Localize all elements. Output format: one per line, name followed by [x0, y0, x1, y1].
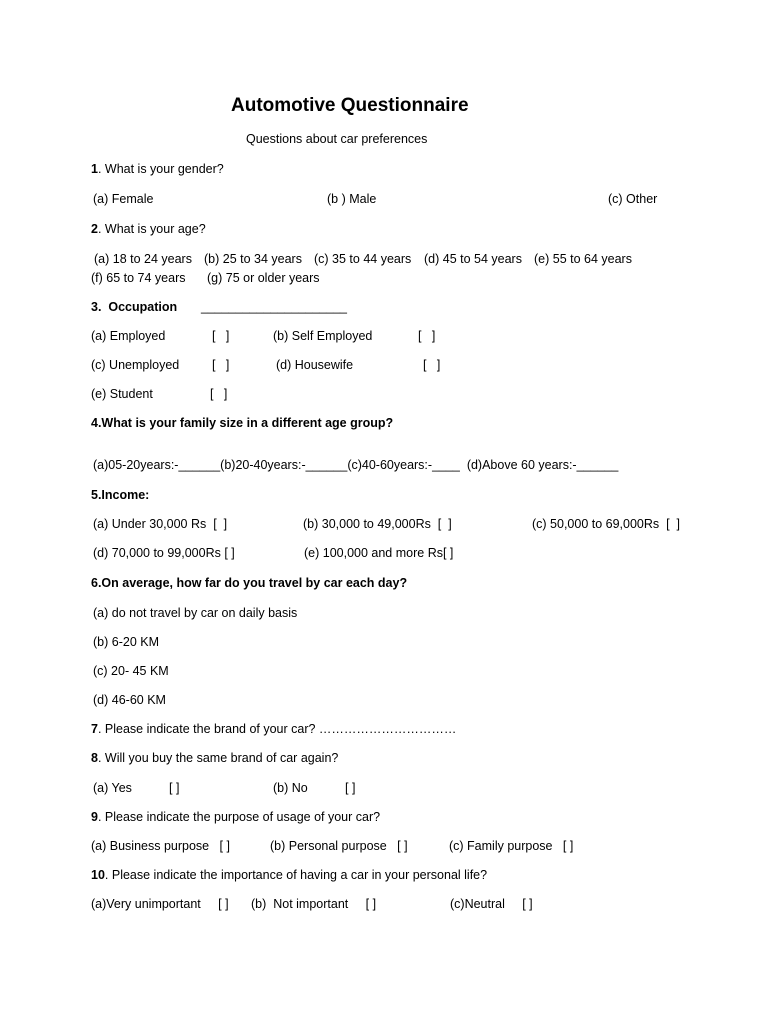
question-9-text: . Please indicate the purpose of usage of your car? [97, 810, 381, 824]
q5-option-d[interactable]: (d) 70,000 to 99,000Rs [ ] [93, 546, 235, 560]
question-4: 4.What is your family size in a different age group? [91, 416, 394, 430]
q3-option-e-checkbox[interactable]: [ ] [210, 387, 228, 401]
question-9 [91, 809, 380, 825]
q3-option-e-label: (e) Student [91, 387, 153, 401]
question-10-text: . Please indicate the importance of having a car in your personal life? [104, 868, 488, 882]
q1-option-a: (a) Female [93, 192, 154, 206]
q6-option-c: (c) 20- 45 KM [93, 664, 169, 678]
q3-option-b-label: (b) Self Employed [273, 329, 373, 343]
q5-option-a[interactable]: (a) Under 30,000 Rs [ ] [93, 517, 228, 531]
q1-option-b: (b ) Male [327, 192, 377, 206]
q10-option-b[interactable]: (b) Not important [ ] [251, 897, 377, 911]
q6-option-b: (b) 6-20 KM [93, 635, 159, 649]
q2-option-g: (g) 75 or older years [207, 271, 320, 285]
question-8-number: 8 [91, 751, 98, 765]
question-3-blank: _____________________ [201, 300, 347, 314]
page-subtitle: Questions about car preferences [246, 132, 428, 146]
q2-option-d: (d) 45 to 54 years [424, 252, 522, 266]
question-9-number: 9 [91, 810, 98, 824]
question-10 [91, 867, 487, 883]
question-6: 6.On average, how far do you travel by car each day? [91, 576, 408, 590]
q3-option-b-checkbox[interactable]: [ ] [418, 329, 436, 343]
question-7-text: . Please indicate the brand of your car? …………………………… [97, 722, 457, 736]
q3-option-d-label: (d) Housewife [276, 358, 354, 372]
question-2 [91, 221, 206, 237]
page-title: Automotive Questionnaire [231, 95, 469, 116]
q9-option-a[interactable]: (a) Business purpose [ ] [91, 839, 230, 853]
q4-answer-line[interactable]: (a)05-20years:-______(b)20-40years:-______(c)40-60years:-____ (d)Above 60 years:-______ [93, 458, 619, 472]
q3-option-c-label: (c) Unemployed [91, 358, 180, 372]
q8-option-a-label: (a) Yes [93, 781, 132, 795]
q6-option-a: (a) do not travel by car on daily basis [93, 606, 298, 620]
question-2-text: . What is your age? [97, 222, 206, 236]
question-1-number: 1 [91, 162, 98, 176]
q9-option-b[interactable]: (b) Personal purpose [ ] [270, 839, 408, 853]
question-7 [91, 721, 456, 737]
q1-option-c: (c) Other [608, 192, 658, 206]
q3-option-a-label: (a) Employed [91, 329, 166, 343]
q2-option-c: (c) 35 to 44 years [314, 252, 412, 266]
q5-option-b[interactable]: (b) 30,000 to 49,000Rs [ ] [303, 517, 452, 531]
q3-option-d-checkbox[interactable]: [ ] [423, 358, 441, 372]
question-8-text: . Will you buy the same brand of car again? [97, 751, 339, 765]
q8-option-b-checkbox[interactable]: [ ] [345, 781, 356, 795]
question-2-number: 2 [91, 222, 98, 236]
q8-option-a-checkbox[interactable]: [ ] [169, 781, 180, 795]
question-3-label: 3. Occupation [91, 300, 178, 314]
question-7-number: 7 [91, 722, 98, 736]
question-1-text: . What is your gender? [97, 162, 224, 176]
q3-option-a-checkbox[interactable]: [ ] [212, 329, 230, 343]
q10-option-a[interactable]: (a)Very unimportant [ ] [91, 897, 229, 911]
question-5: 5.Income: [91, 488, 150, 502]
q6-option-d: (d) 46-60 KM [93, 693, 166, 707]
q2-option-e: (e) 55 to 64 years [534, 252, 632, 266]
q5-option-e[interactable]: (e) 100,000 and more Rs[ ] [304, 546, 454, 560]
question-10-number: 10 [91, 868, 105, 882]
q2-option-a: (a) 18 to 24 years [94, 252, 192, 266]
q10-option-c[interactable]: (c)Neutral [ ] [450, 897, 533, 911]
q2-option-f: (f) 65 to 74 years [91, 271, 186, 285]
q2-option-b: (b) 25 to 34 years [204, 252, 302, 266]
question-8 [91, 750, 338, 766]
q8-option-b-label: (b) No [273, 781, 308, 795]
q3-option-c-checkbox[interactable]: [ ] [212, 358, 230, 372]
question-1 [91, 161, 224, 177]
q9-option-c[interactable]: (c) Family purpose [ ] [449, 839, 574, 853]
q5-option-c[interactable]: (c) 50,000 to 69,000Rs [ ] [532, 517, 680, 531]
